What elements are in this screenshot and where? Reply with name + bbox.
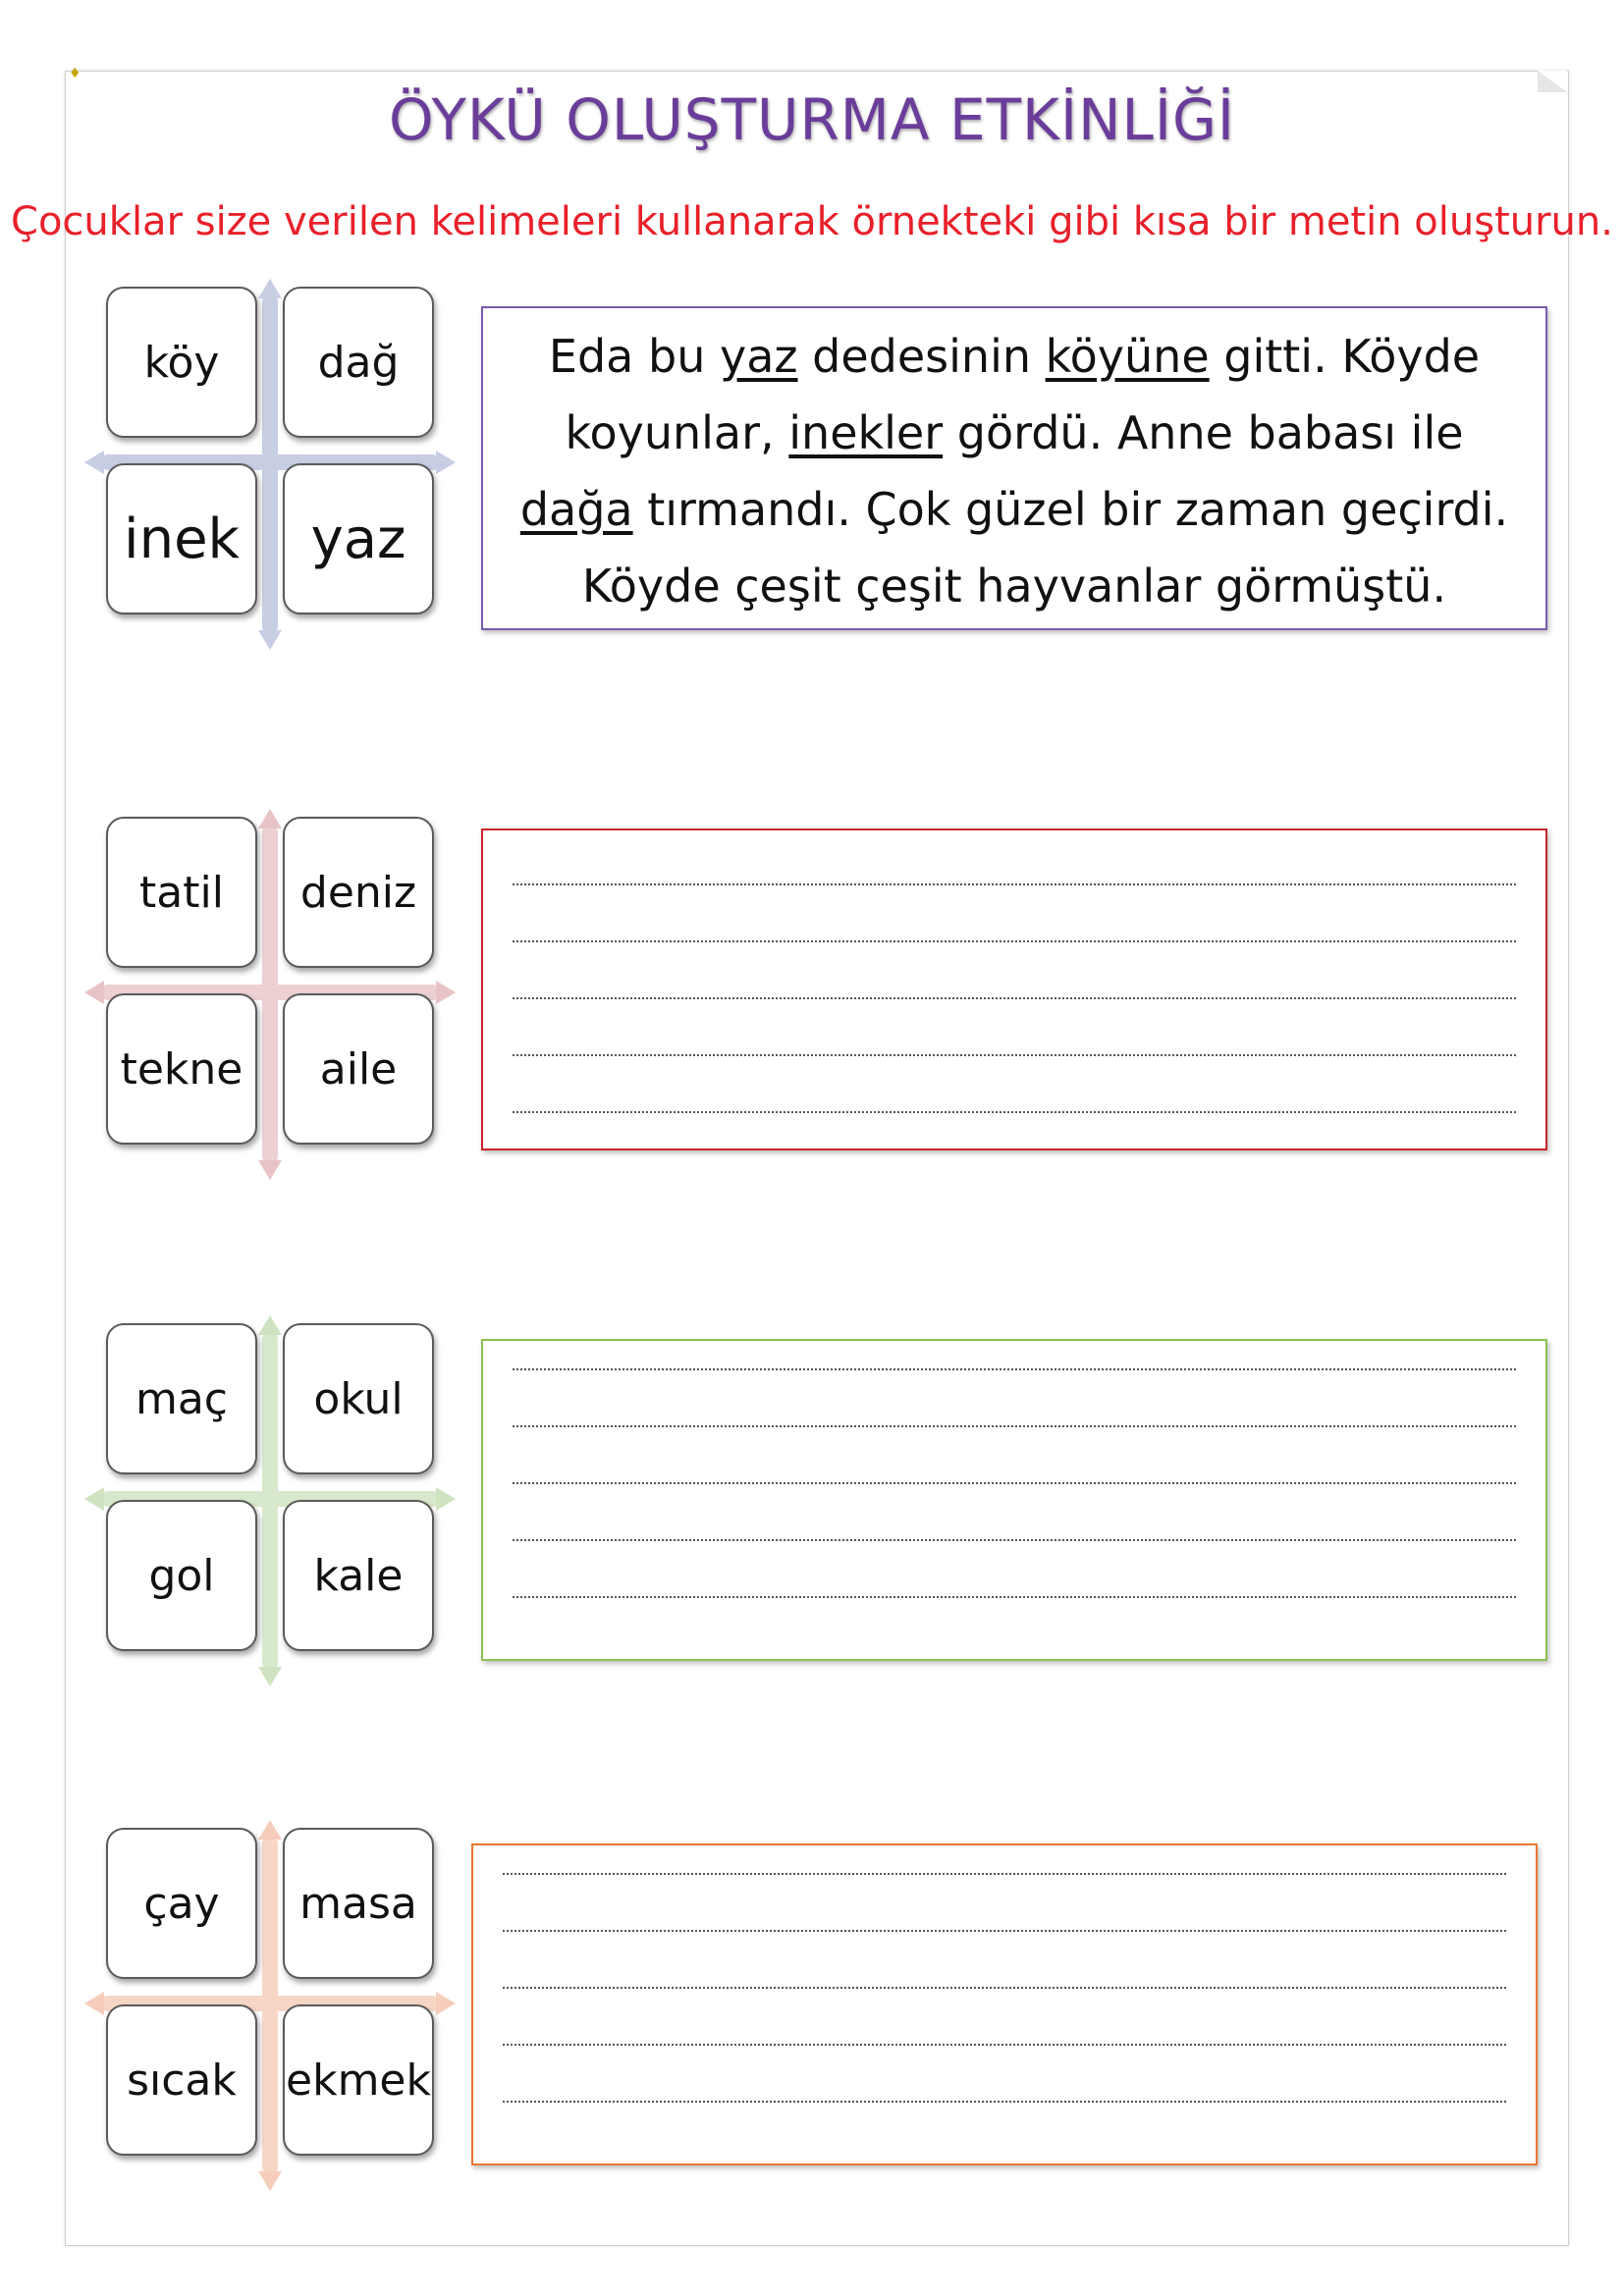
word-card: inek	[106, 463, 257, 614]
story-segment: Eda bu	[548, 330, 720, 383]
word-card: sıcak	[106, 2004, 257, 2156]
writing-line[interactable]	[513, 1368, 1516, 1370]
word-cross	[79, 1814, 461, 2197]
exercise-activity-1	[79, 803, 1571, 1196]
arrow-right-icon	[436, 1992, 456, 2015]
word-card: yaz	[283, 463, 434, 614]
arrow-up-icon	[258, 1315, 282, 1335]
word-card: ekmek	[283, 2004, 434, 2156]
pin-icon: ♦	[69, 66, 81, 81]
instruction-text: Çocuklar size verilen kelimeleri kullanarak örnekteki gibi kısa bir metin oluşturun.	[11, 199, 1613, 244]
arrow-left-icon	[84, 451, 104, 474]
story-segment: dedesinin	[797, 330, 1046, 383]
story-keyword: köyüne	[1045, 330, 1210, 383]
writing-line[interactable]	[513, 883, 1516, 885]
word-card: masa	[283, 1828, 434, 1979]
arrow-down-icon	[258, 630, 282, 650]
exercise-activity-2	[79, 1309, 1571, 1702]
word-cross	[79, 273, 461, 656]
exercise-activity-3	[79, 1814, 1571, 2207]
word-card: maç	[106, 1323, 257, 1474]
word-card: tekne	[106, 993, 257, 1145]
writing-line[interactable]	[503, 2101, 1506, 2103]
writing-line[interactable]	[513, 1539, 1516, 1541]
arrow-up-icon	[258, 1820, 282, 1840]
word-card: kale	[283, 1500, 434, 1651]
word-card: çay	[106, 1828, 257, 1979]
word-card: köy	[106, 287, 257, 438]
writing-box[interactable]	[471, 1843, 1538, 2165]
arrow-up-icon	[258, 279, 282, 298]
writing-line[interactable]	[513, 1054, 1516, 1056]
story-segment: gördü. Anne babası ile	[943, 406, 1464, 459]
page-title: ÖYKÜ OLUŞTURMA ETKİNLİĞİ	[388, 86, 1236, 153]
writing-line[interactable]	[513, 1425, 1516, 1427]
cross-vertical-bar	[262, 1836, 278, 2175]
arrow-left-icon	[84, 1992, 104, 2015]
arrow-right-icon	[436, 1487, 456, 1511]
example-story-text	[483, 308, 1545, 624]
word-card: dağ	[283, 287, 434, 438]
arrow-right-icon	[436, 981, 456, 1004]
writing-box[interactable]	[481, 828, 1547, 1150]
story-segment: tırmandı. Çok güzel bir zaman geçirdi. Köyde çeşit çeşit hayvanlar görmüştü.	[581, 483, 1509, 613]
word-card: tatil	[106, 817, 257, 968]
word-card: gol	[106, 1500, 257, 1651]
writing-line[interactable]	[503, 1873, 1506, 1875]
writing-line[interactable]	[513, 940, 1516, 942]
word-cross	[79, 1309, 461, 1692]
story-keyword: inekler	[788, 406, 944, 459]
word-card: deniz	[283, 817, 434, 968]
arrow-down-icon	[258, 1667, 282, 1686]
writing-line[interactable]	[513, 1596, 1516, 1598]
writing-box[interactable]	[481, 1339, 1547, 1661]
story-keyword: dağa	[519, 483, 633, 536]
arrow-right-icon	[436, 451, 456, 474]
cross-vertical-bar	[262, 294, 278, 634]
word-card: okul	[283, 1323, 434, 1474]
writing-line[interactable]	[513, 1111, 1516, 1113]
arrow-left-icon	[84, 981, 104, 1004]
arrow-down-icon	[258, 1160, 282, 1180]
arrow-left-icon	[84, 1487, 104, 1511]
cross-vertical-bar	[262, 825, 278, 1164]
story-segment: gitti. Köyde koyunlar,	[565, 330, 1481, 459]
writing-line[interactable]	[513, 1482, 1516, 1484]
writing-line[interactable]	[503, 1987, 1506, 1989]
example-story-box	[481, 306, 1547, 630]
story-keyword: yaz	[719, 330, 798, 383]
arrow-up-icon	[258, 809, 282, 828]
writing-line[interactable]	[503, 1930, 1506, 1932]
cross-vertical-bar	[262, 1331, 278, 1671]
word-card: aile	[283, 993, 434, 1145]
writing-line[interactable]	[513, 997, 1516, 999]
writing-line[interactable]	[503, 2044, 1506, 2046]
example-activity	[79, 273, 1571, 666]
word-cross	[79, 803, 461, 1186]
arrow-down-icon	[258, 2171, 282, 2191]
